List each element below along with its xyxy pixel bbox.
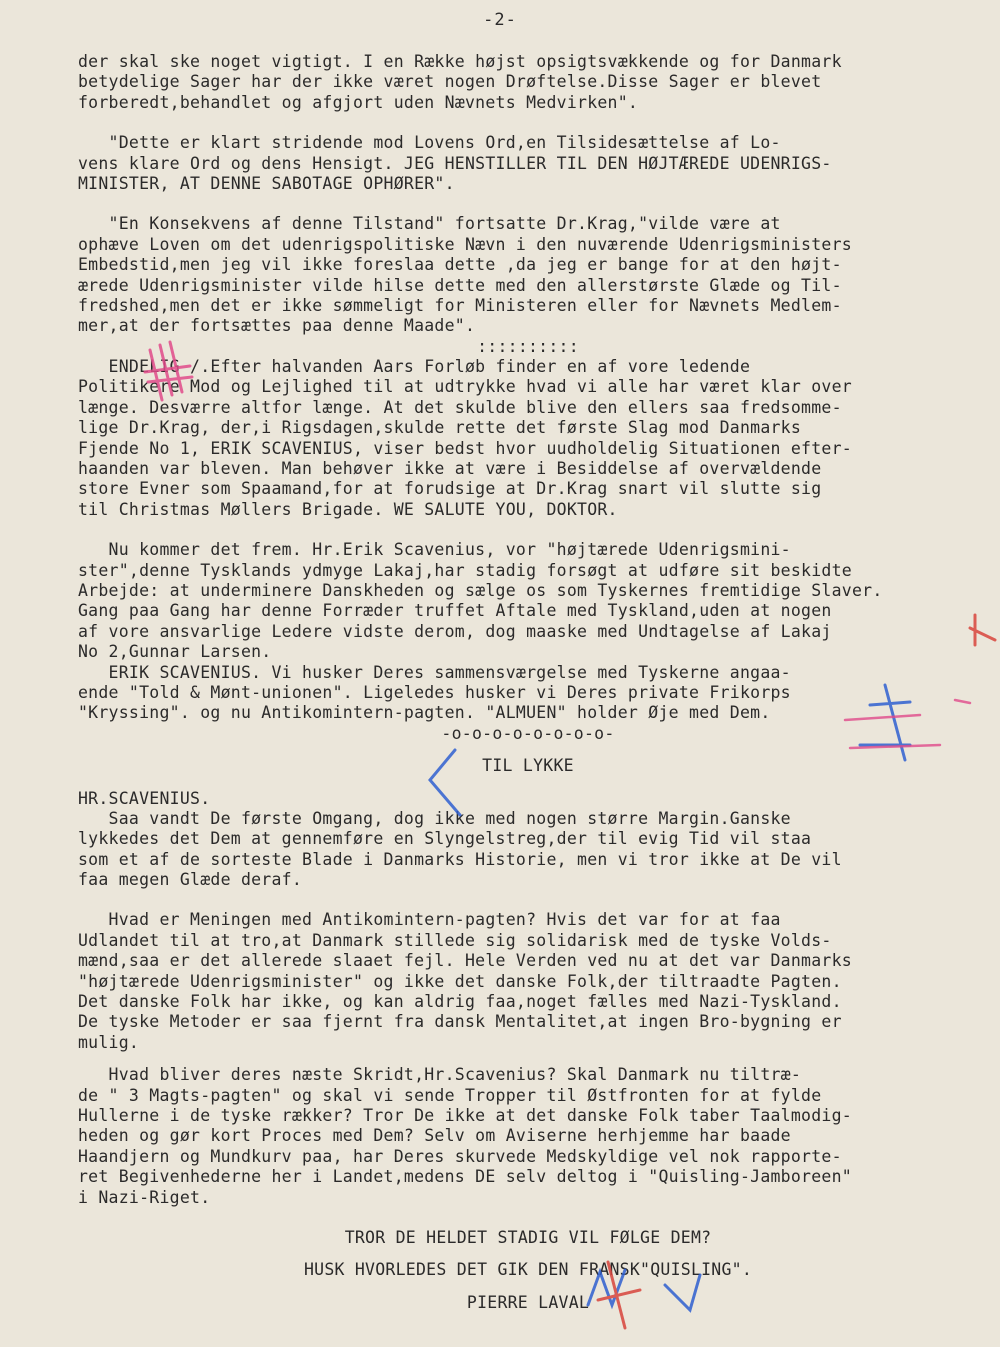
text-line: "Kryssing". og nu Antikomintern-pagten. "ALMUEN" holder Øje med Dem. <box>78 703 771 723</box>
text-line: Politikere Mod og Lejlighed til at udtrykke hvad vi alle har været klar over <box>78 377 852 397</box>
text-line: forberedt,behandlet og afgjort uden Nævnets Medvirken". <box>78 92 639 112</box>
paragraph-nu-kommer <box>78 540 978 662</box>
paragraph-antikomintern <box>78 910 978 1053</box>
page-number: -2- <box>483 10 517 30</box>
text-line: Udlandet til at tro,at Danmark stillede sig solidarisk med de tyske Volds- <box>78 930 832 950</box>
paragraph-nævnet <box>78 52 978 113</box>
text-line: mulig. <box>78 1032 140 1052</box>
text-line: af vore ansvarlige Ledere vidste derom, dog maaske med Undtagelse af Lakaj <box>78 621 832 641</box>
text-line: mer,at der fortsættes paa denne Maade". <box>78 316 476 336</box>
text-line: store Evner som Spaamand,for at forudsige at Dr.Krag snart vil slutte sig <box>78 479 822 499</box>
paragraph-saa-vandt <box>78 809 978 891</box>
text-line: Gang paa Gang har denne Forræder truffet Aftale med Tyskland,uden at nogen <box>78 601 832 621</box>
closing-line-2: HUSK HVORLEDES DET GIK DEN FRANSK"QUISLING". <box>303 1260 753 1280</box>
text-line: ærede Udenrigsminister vilde hilse dette med den allerstørste Glæde og Til- <box>78 275 842 295</box>
text-line: faa megen Glæde deraf. <box>78 870 303 890</box>
text-line: Det danske Folk har ikke, og kan aldrig faa,noget fælles med Nazi-Tyskland. <box>78 992 842 1012</box>
closing-line-3: PIERRE LAVAL <box>466 1292 590 1312</box>
text-line: "højtærede Udenrigsminister" og ikke det danske Folk,der tiltraadte Pagten. <box>78 971 842 991</box>
text-line: lige Dr.Krag, der,i Rigsdagen,skulde rette det første Slag mod Danmarks <box>78 418 802 438</box>
text-line: ret Begivenhederne her i Landet,medens DE selv deltog i "Quisling-Jamboreen" <box>78 1167 852 1187</box>
text-line: ster",denne Tysklands ydmyge Lakaj,har stadig forsøgt at udføre sit beskidte <box>78 560 852 580</box>
paragraph-erik-scavenius <box>78 663 978 724</box>
paragraph-naeste-skridt <box>78 1065 978 1208</box>
text-line: Embedstid,men jeg vil ikke foreslaa dette ,da jeg er bange for at den højt- <box>78 255 842 275</box>
text-line: Fjende No 1, ERIK SCAVENIUS, viser bedst hvor uudholdelig Situationen efter- <box>78 438 852 458</box>
text-line: ende "Told & Mønt-unionen". Ligeledes husker vi Deres private Frikorps <box>78 682 791 702</box>
text-line: de " 3 Magts-pagten" og skal vi sende Tropper til Østfronten for at fylde <box>78 1085 822 1105</box>
text-line: Saa vandt De første Omgang, dog ikke med nogen større Margin.Ganske <box>78 808 791 828</box>
text-line: haanden var bleven. Man behøver ikke at være i Besiddelse af overvældende <box>78 459 822 479</box>
text-line: "En Konsekvens af denne Tilstand" fortsatte Dr.Krag,"vilde være at <box>78 214 781 234</box>
divider-dashes: -o-o-o-o-o-o-o-o- <box>441 723 615 743</box>
text-line: ERIK SCAVENIUS. Vi husker Deres sammensværgelse med Tyskerne angaa- <box>78 662 791 682</box>
text-line: der skal ske noget vigtigt. I en Række højst opsigtsvækkende og for Danmark <box>78 52 842 71</box>
addressee: HR.SCAVENIUS. <box>78 788 211 808</box>
text-line: ophæve Loven om det udenrigspolitiske Nævn i den nuværende Udenrigsministers <box>78 234 852 254</box>
text-line: heden og gør kort Proces med Dem? Selv om Aviserne herhjemme har baade <box>78 1126 791 1146</box>
text-line: No 2,Gunnar Larsen. <box>78 642 272 662</box>
paragraph-lovens-ord <box>78 133 978 194</box>
text-line: Arbejde: at underminere Danskheden og sælge os som Tyskernes fremtidige Slaver. <box>78 580 883 600</box>
closing-line-1: TROR DE HELDET STADIG VIL FØLGE DEM? <box>344 1227 712 1247</box>
text-line: længe. Desværre altfor længe. At det skulde blive den ellers saa fredsomme- <box>78 397 842 417</box>
text-line: Hvad er Meningen med Antikomintern-pagten? Hvis det var for at faa <box>78 910 781 930</box>
text-line: "Dette er klart stridende mod Lovens Ord,en Tilsidesættelse af Lo- <box>78 133 781 153</box>
text-line: Hullerne i de tyske rækker? Tror De ikke at det danske Folk taber Taalmodig- <box>78 1105 852 1125</box>
heading-til-lykke: TIL LYKKE <box>482 756 574 776</box>
text-line: fredshed,men det er ikke sømmeligt for Ministeren eller for Nævnets Medlem- <box>78 295 842 315</box>
colon-divider: :::::::::: <box>477 336 579 356</box>
paragraph-endelig <box>78 357 978 520</box>
text-line: mænd,saa er det allerede slaaet fejl. Hele Verden ved nu at det var Danmarks <box>78 951 852 971</box>
text-line: De tyske Metoder er saa fjernt fra dansk Mentalitet,at ingen Bro-bygning er <box>78 1012 842 1032</box>
text-line: ENDELIG /.Efter halvanden Aars Forløb finder en af vore ledende <box>78 357 751 377</box>
text-line: til Christmas Møllers Brigade. WE SALUTE YOU, DOKTOR. <box>78 499 618 519</box>
text-line: MINISTER, AT DENNE SABOTAGE OPHØRER". <box>78 173 455 193</box>
text-line: Nu kommer det frem. Hr.Erik Scavenius, vor "højtærede Udenrigsmini- <box>78 540 791 560</box>
paragraph-konsekvens <box>78 214 978 336</box>
typed-body <box>78 52 978 1313</box>
text-line: Haandjern og Mundkurv paa, har Deres skurvede Medskyldige vel nok rapporte- <box>78 1146 842 1166</box>
text-line: som et af de sorteste Blade i Danmarks Historie, men vi tror ikke at De vil <box>78 849 842 869</box>
text-line: vens klare Ord og dens Hensigt. JEG HENSTILLER TIL DEN HØJTÆREDE UDENRIGS- <box>78 153 832 173</box>
text-line: lykkedes det Dem at gennemføre en Slyngelstreg,der til evig Tid vil staa <box>78 829 812 849</box>
text-line: Hvad bliver deres næste Skridt,Hr.Scavenius? Skal Danmark nu tiltræ- <box>78 1065 802 1085</box>
text-line: betydelige Sager har der ikke været nogen Drøftelse.Disse Sager er blevet <box>78 72 822 92</box>
text-line: i Nazi-Riget. <box>78 1187 211 1207</box>
